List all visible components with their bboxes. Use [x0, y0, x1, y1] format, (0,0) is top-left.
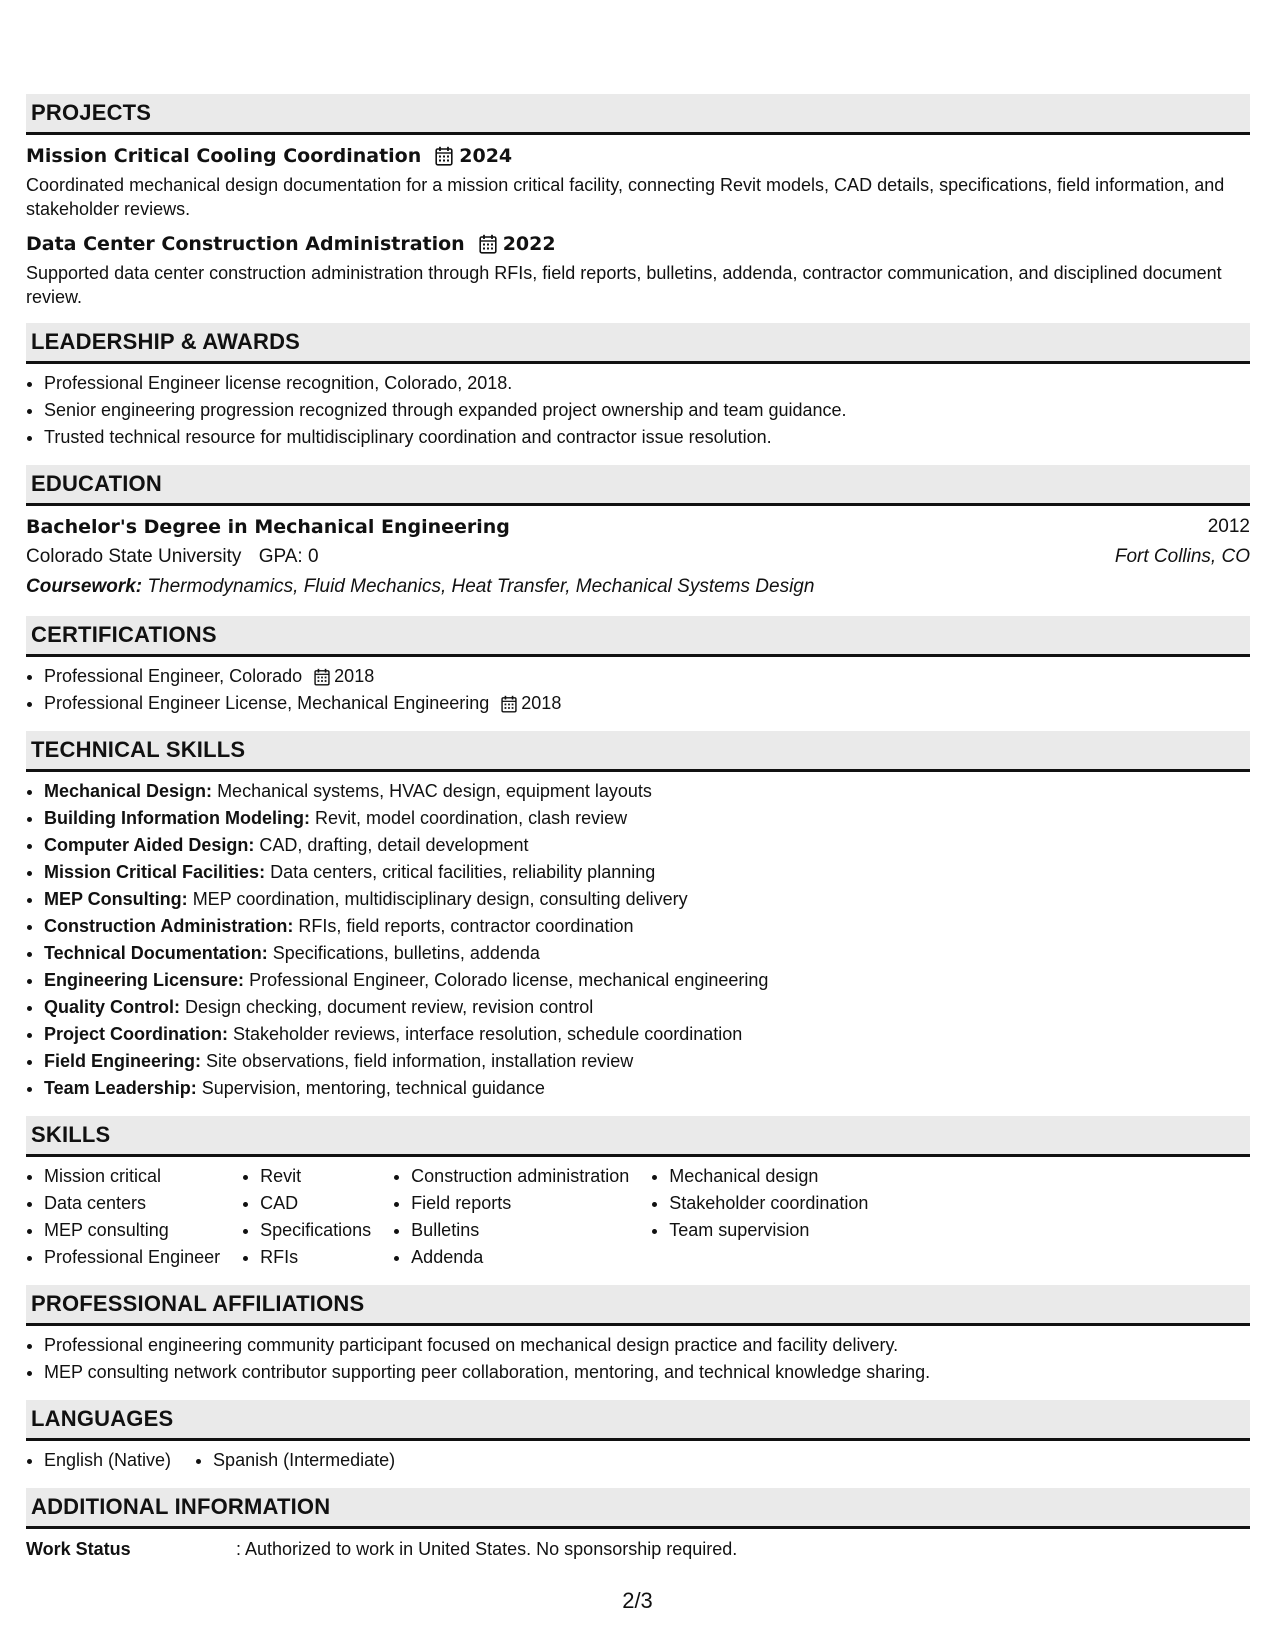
list-item	[44, 690, 1250, 717]
skill-label: Technical Documentation:	[44, 943, 268, 963]
skill-label: Building Information Modeling:	[44, 808, 310, 828]
list-item	[44, 832, 1250, 859]
skill-value: Supervision, mentoring, technical guidance	[201, 1078, 545, 1098]
list-item: • CAD	[260, 1190, 371, 1217]
school-location: Fort Collins, CO	[1114, 546, 1250, 567]
list-item: • Senior engineering progression recognized through expanded project ownership and team guidance.	[44, 397, 1250, 424]
school-name: Colorado State University	[26, 546, 242, 567]
work-status-label: Work Status	[26, 1539, 131, 1559]
skill-label: Quality Control:	[44, 997, 180, 1017]
list-item	[44, 805, 1250, 832]
skill-value: Professional Engineer, Colorado license, mechanical engineering	[249, 970, 769, 990]
affiliations-list	[26, 1332, 1250, 1386]
languages-section	[26, 1400, 1250, 1474]
skill-label: Engineering Licensure:	[44, 970, 245, 990]
leadership-list	[26, 370, 1250, 451]
skill-value: Data centers, critical facilities, reliability planning	[270, 862, 656, 882]
list-item: • Addenda	[411, 1244, 629, 1271]
list-item: • Team supervision	[669, 1217, 868, 1244]
list-item: • Revit	[260, 1163, 371, 1190]
skill-value: Revit, model coordination, clash review	[314, 808, 628, 828]
calendar-icon	[479, 234, 497, 254]
skills-column	[26, 1163, 220, 1271]
certification-name: Professional Engineer License, Mechanical Engineering	[44, 693, 490, 713]
skills-heading: SKILLS	[26, 1116, 1250, 1157]
project-year: 2024	[459, 145, 513, 167]
project-year: 2022	[502, 233, 556, 255]
additional-info-section	[26, 1488, 1250, 1563]
skill-label: MEP Consulting:	[44, 889, 188, 909]
calendar-icon	[435, 146, 453, 166]
project-title: Data Center Construction Administration	[26, 233, 465, 255]
languages-heading: LANGUAGES	[26, 1400, 1250, 1441]
skill-value: Stakeholder reviews, interface resolution, schedule coordination	[233, 1024, 743, 1044]
list-item	[44, 940, 1250, 967]
coursework-list: Thermodynamics, Fluid Mechanics, Heat Transfer, Mechanical Systems Design	[147, 576, 815, 597]
technical-skills-section	[26, 731, 1250, 1102]
list-item: • Spanish (Intermediate)	[213, 1447, 395, 1474]
coursework-label: Coursework:	[26, 576, 143, 597]
skill-value: Design checking, document review, revision control	[185, 997, 594, 1017]
certification-name: Professional Engineer, Colorado	[44, 666, 303, 686]
list-item: • Mechanical design	[669, 1163, 868, 1190]
certification-year: 2018	[521, 693, 562, 713]
skill-value: RFIs, field reports, contractor coordination	[298, 916, 634, 936]
skill-value: Mechanical systems, HVAC design, equipment layouts	[217, 781, 652, 801]
list-item: • Bulletins	[411, 1217, 629, 1244]
certifications-list	[26, 663, 1250, 717]
skill-label: Team Leadership:	[44, 1078, 197, 1098]
list-item: • Professional engineering community participant focused on mechanical design practice and facility delivery.	[44, 1332, 1250, 1359]
project-title-row	[26, 229, 1250, 259]
skill-label: Computer Aided Design:	[44, 835, 255, 855]
list-item	[44, 886, 1250, 913]
skill-value: CAD, drafting, detail development	[259, 835, 529, 855]
languages-row	[26, 1447, 1250, 1474]
list-item: • Specifications	[260, 1217, 371, 1244]
list-item: • Field reports	[411, 1190, 629, 1217]
work-status-value: : Authorized to work in United States. No sponsorship required.	[236, 1539, 738, 1559]
languages-list	[195, 1447, 395, 1474]
project-description: Supported data center construction administration through RFIs, field reports, bulletins, addenda, contractor communication, and disciplined document review.	[26, 263, 1222, 307]
list-item: • Data centers	[44, 1190, 220, 1217]
list-item	[44, 1048, 1250, 1075]
graduation-year: 2012	[1207, 516, 1250, 537]
list-item: • RFIs	[260, 1244, 371, 1271]
list-item	[44, 1075, 1250, 1102]
resume-page	[26, 94, 1250, 1577]
certification-year: 2018	[334, 666, 375, 686]
affiliations-heading: PROFESSIONAL AFFILIATIONS	[26, 1285, 1250, 1326]
leadership-section	[26, 323, 1250, 451]
list-item: • Trusted technical resource for multidisciplinary coordination and contractor issue resolution.	[44, 424, 1250, 451]
list-item	[44, 967, 1250, 994]
education-degree-row	[26, 512, 1250, 542]
affiliations-section	[26, 1285, 1250, 1386]
list-item	[44, 994, 1250, 1021]
project-title: Mission Critical Cooling Coordination	[26, 145, 422, 167]
skills-grid	[26, 1163, 1250, 1271]
list-item	[44, 913, 1250, 940]
skill-label: Mechanical Design:	[44, 781, 213, 801]
skills-column	[651, 1163, 868, 1271]
certifications-section	[26, 616, 1250, 717]
list-item: • MEP consulting network contributor supporting peer collaboration, mentoring, and technical knowledge sharing.	[44, 1359, 1250, 1386]
skills-section	[26, 1116, 1250, 1271]
page-number: 2/3	[622, 1588, 653, 1613]
leadership-heading: LEADERSHIP & AWARDS	[26, 323, 1250, 364]
languages-list	[26, 1447, 171, 1474]
technical-skills-heading: TECHNICAL SKILLS	[26, 731, 1250, 772]
list-item: • Professional Engineer	[44, 1244, 220, 1271]
list-item: • Mission critical	[44, 1163, 220, 1190]
skills-column	[393, 1163, 629, 1271]
calendar-icon	[501, 695, 517, 713]
additional-info-row	[26, 1535, 1250, 1563]
certifications-heading: CERTIFICATIONS	[26, 616, 1250, 657]
list-item	[44, 778, 1250, 805]
list-item	[44, 1021, 1250, 1048]
project-title-row	[26, 141, 1250, 171]
skill-label: Construction Administration:	[44, 916, 294, 936]
skill-value: Specifications, bulletins, addenda	[272, 943, 540, 963]
coursework	[26, 572, 1250, 602]
list-item: • Construction administration	[411, 1163, 629, 1190]
project-description: Coordinated mechanical design documentation for a mission critical facility, connecting Revit models, CAD details, specifications, field information, and stakeholder reviews.	[26, 175, 1225, 219]
education-section	[26, 465, 1250, 602]
gpa: GPA: 0	[258, 546, 319, 567]
degree-name: Bachelor's Degree in Mechanical Engineering	[26, 516, 510, 538]
skill-value: MEP coordination, multidisciplinary design, consulting delivery	[192, 889, 688, 909]
technical-skills-list	[26, 778, 1250, 1102]
list-item: • English (Native)	[44, 1447, 171, 1474]
skill-label: Project Coordination:	[44, 1024, 228, 1044]
calendar-icon	[314, 668, 330, 686]
skill-value: Site observations, field information, installation review	[206, 1051, 634, 1071]
list-item	[44, 859, 1250, 886]
skill-label: Mission Critical Facilities:	[44, 862, 266, 882]
list-item: • Stakeholder coordination	[669, 1190, 868, 1217]
skill-label: Field Engineering:	[44, 1051, 202, 1071]
list-item: • MEP consulting	[44, 1217, 220, 1244]
skills-column	[242, 1163, 371, 1271]
projects-section	[26, 94, 1250, 309]
education-heading: EDUCATION	[26, 465, 1250, 506]
list-item: • Professional Engineer license recognition, Colorado, 2018.	[44, 370, 1250, 397]
list-item	[44, 663, 1250, 690]
education-school-row	[26, 542, 1250, 572]
additional-info-heading: ADDITIONAL INFORMATION	[26, 1488, 1250, 1529]
projects-heading: PROJECTS	[26, 94, 1250, 135]
